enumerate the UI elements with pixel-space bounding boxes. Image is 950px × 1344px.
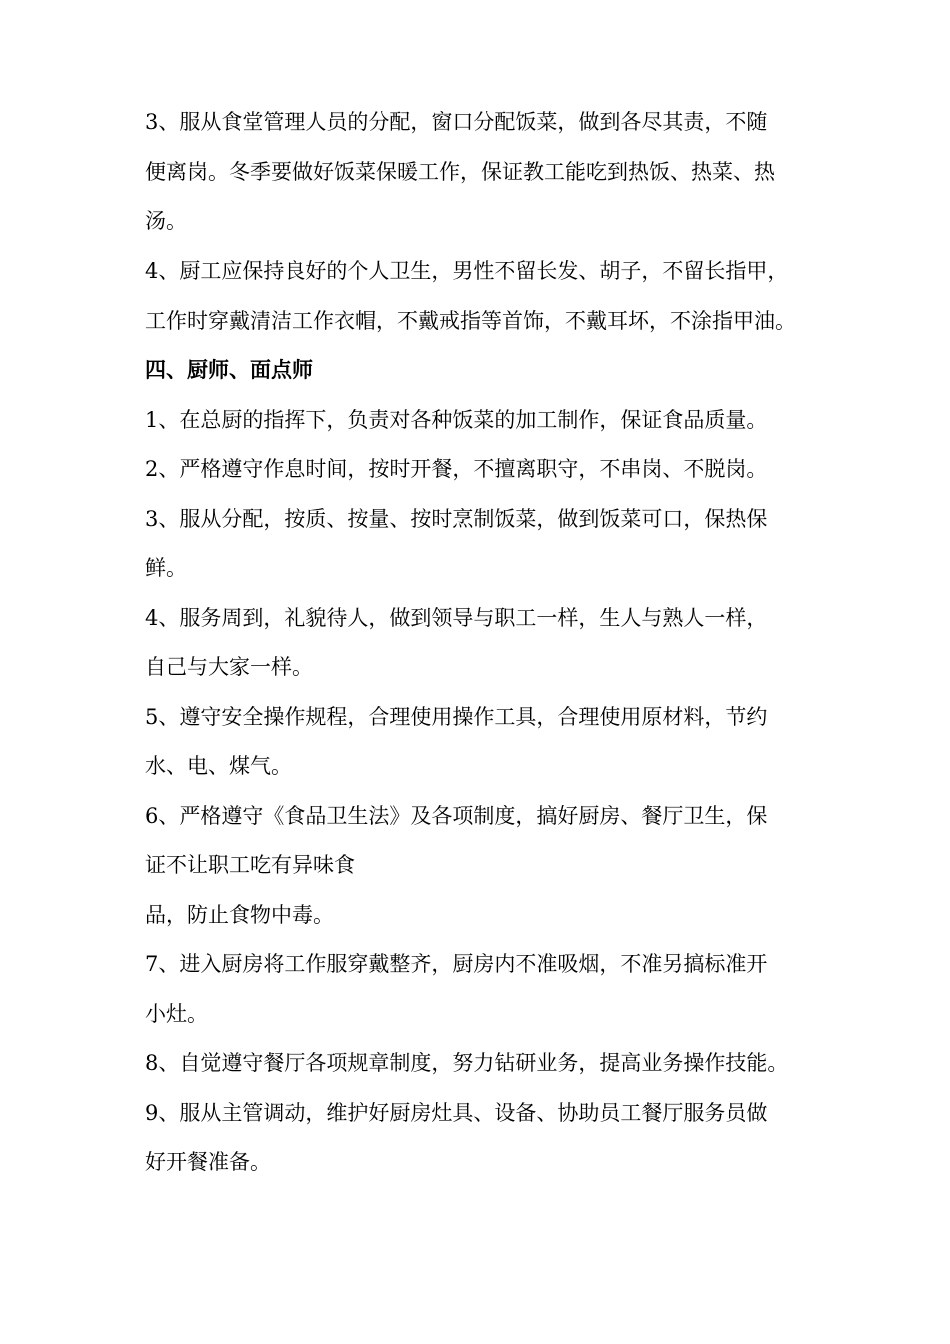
paragraph-line: 好开餐准备。 [145,1150,271,1174]
paragraph-line: 5、遵守安全操作规程，合理使用操作工具，合理使用原材料，节约 [145,705,768,729]
paragraph-line: 品，防止食物中毒。 [145,903,334,927]
paragraph-line: 7、进入厨房将工作服穿戴整齐，厨房内不准吸烟，不准另搞标准开 [145,952,768,976]
section-heading: 四、厨师、面点师 [145,358,313,382]
paragraph-line: 证不让职工吃有异味食 [145,853,355,877]
paragraph-line: 3、服从分配，按质、按量、按时烹制饭菜，做到饭菜可口，保热保 [145,507,768,531]
paragraph-line: 水、电、煤气。 [145,754,292,778]
paragraph-line: 自己与大家一样。 [145,655,313,679]
paragraph-line: 4、厨工应保持良好的个人卫生，男性不留长发、胡子，不留长指甲， [145,259,789,283]
paragraph-line: 鲜。 [145,556,187,580]
paragraph-line: 工作时穿戴清洁工作衣帽，不戴戒指等首饰，不戴耳坏，不涂指甲油。 [145,309,796,333]
paragraph-line: 8、自觉遵守餐厅各项规章制度，努力钻研业务，提高业务操作技能。 [145,1051,789,1075]
paragraph-line: 3、服从食堂管理人员的分配，窗口分配饭菜，做到各尽其责，不随 [145,110,768,134]
paragraph-line: 9、服从主管调动，维护好厨房灶具、设备、协助员工餐厅服务员做 [145,1101,768,1125]
paragraph-line: 1、在总厨的指挥下，负责对各种饭菜的加工制作，保证食品质量。 [145,408,768,432]
paragraph-line: 2、严格遵守作息时间，按时开餐，不擅离职守，不串岗、不脱岗。 [145,457,768,481]
paragraph-line: 4、服务周到，礼貌待人，做到领导与职工一样，生人与熟人一样， [145,606,768,630]
paragraph-line: 6、严格遵守《食品卫生法》及各项制度，搞好厨房、餐厅卫生，保 [145,804,768,828]
paragraph-line: 便离岗。冬季要做好饭菜保暖工作，保证教工能吃到热饭、热菜、热 [145,160,775,184]
paragraph-line: 小灶。 [145,1002,208,1026]
paragraph-line: 汤。 [145,209,187,233]
